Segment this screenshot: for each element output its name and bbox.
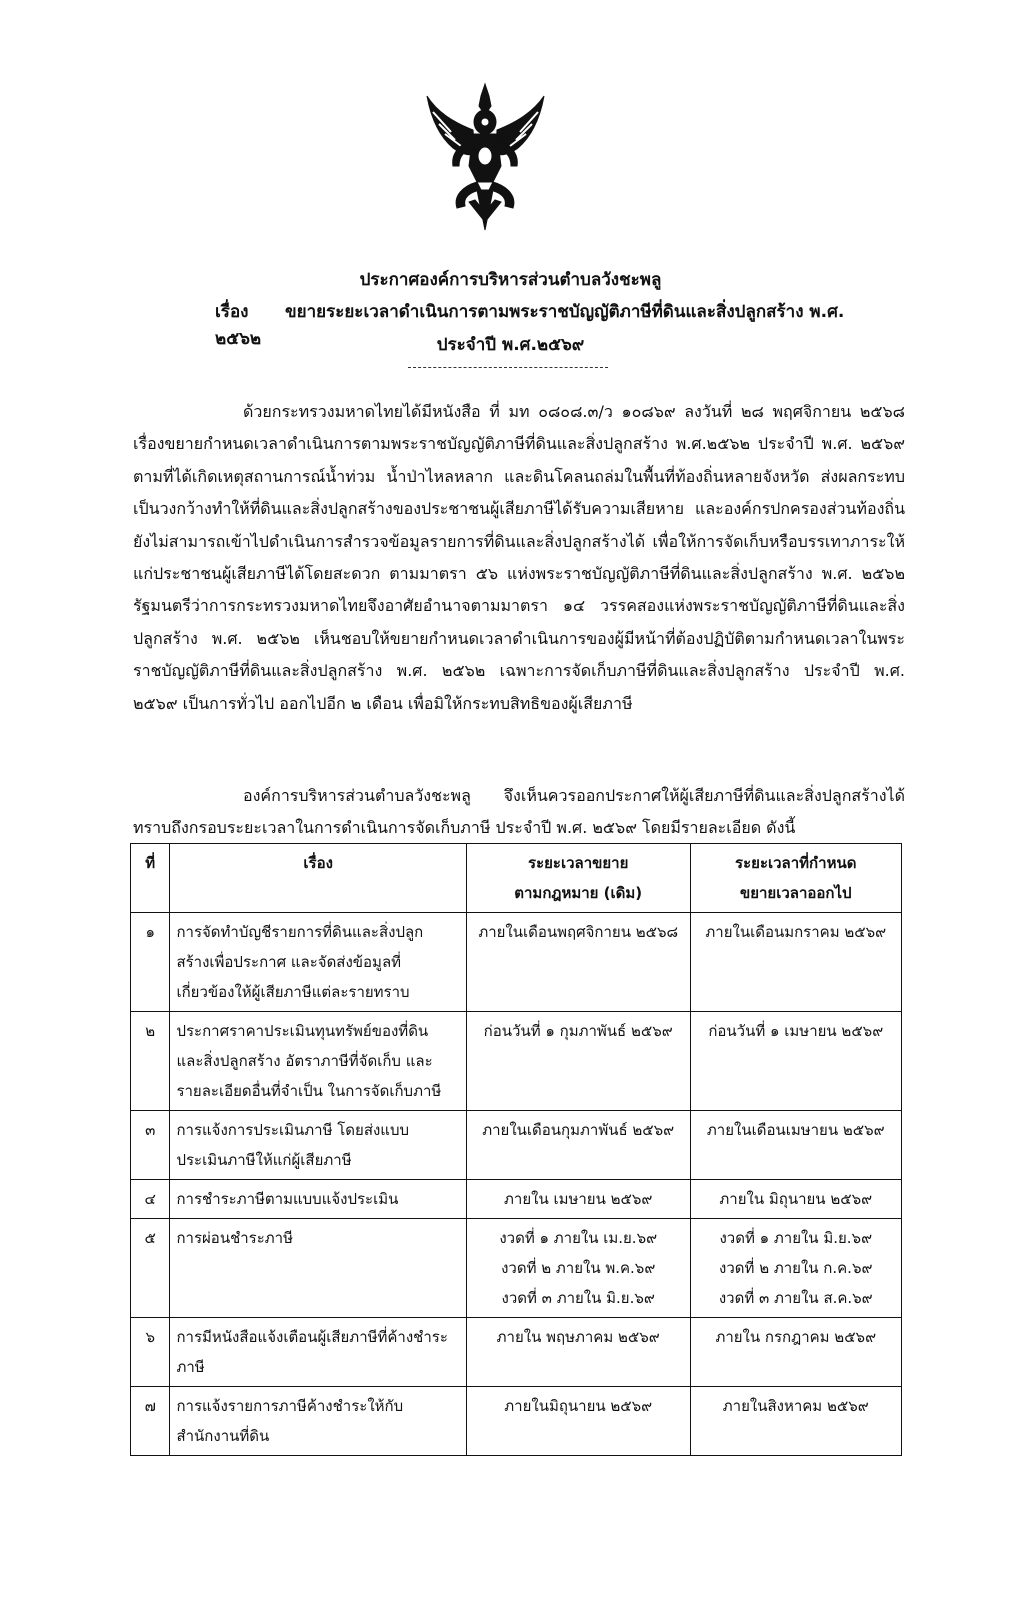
row-number: ๕: [131, 1219, 170, 1318]
row-topic-line: ภาษี: [176, 1358, 205, 1376]
row-old-deadline: [466, 1012, 690, 1111]
fiscal-year-line: ประจำปี พ.ศ.๒๕๖๙: [436, 335, 585, 355]
row-old-deadline-line: ภายในเดือนพฤศจิกายน ๒๕๖๘: [478, 923, 679, 941]
table-row: [131, 1387, 902, 1456]
table-row: [131, 1318, 902, 1387]
row-new-deadline: [690, 1180, 901, 1219]
row-topic: [170, 1180, 466, 1219]
row-topic-line: การจัดทำบัญชีรายการที่ดินและสิ่งปลูก: [176, 923, 424, 941]
row-new-deadline-line: ภายใน มิถุนายน ๒๕๖๙: [719, 1190, 873, 1208]
row-old-deadline: [466, 1318, 690, 1387]
body-paragraph-1: ด้วยกระทรวงมหาดไทยได้มีหนังสือ ที่ มท ๐๘๐๘.๓/ว ๑๐๘๖๙ ลงวันที่ ๒๘ พฤศจิกายน ๒๕๖๘ เรื่องขยายกำหนดเวลาดำเนินการตามพระราชบัญญัติภาษีที่ดินและสิ่งปลูกสร้าง พ.ศ.๒๕๖๒ ประจำปี พ.ศ. ๒๕๖๙ ตามที่ได้เกิดเหตุสถานการณ์น้ำท่วม น้ำป่าไหลหลาก และดินโคลนถล่มในพื้นที่ท้องถิ่นหลายจังหวัด ส่งผลกระทบเป็นวงกว้างทำให้ที่ดินและสิ่งปลูกสร้างของประชาชนผู้เสียภาษีได้รับความเสียหาย และองค์กรปกครองส่วนท้องถิ่นยังไม่สามารถเข้าไปดำเนินการสำรวจข้อมูลรายการที่ดินและสิ่งปลูกสร้างได้ เพื่อให้การจัดเก็บหรือบรรเทาภาระให้แก่ประชาชนผู้เสียภาษีได้โดยสะดวก ตามมาตรา ๕๖ แห่งพระราชบัญญัติภาษีที่ดินและสิ่งปลูกสร้าง พ.ศ. ๒๕๖๒ รัฐมนตรีว่าการกระทรวงมหาดไทยจึงอาศัยอำนาจตามมาตรา ๑๔ วรรคสองแห่งพระราชบัญญัติภาษีที่ดินและสิ่งปลูกสร้าง พ.ศ. ๒๕๖๒ เห็นชอบให้ขยายกำหนดเวลาดำเนินการของผู้มีหน้าที่ต้องปฏิบัติตามกำหนดเวลาในพระราชบัญญัติภาษีที่ดินและสิ่งปลูกสร้าง พ.ศ. ๒๕๖๒ เฉพาะการจัดเก็บภาษีที่ดินและสิ่งปลูกสร้าง ประจำปี พ.ศ. ๒๕๖๙ เป็นการทั่วไป ออกไปอีก ๒ เดือน เพื่อมิให้กระทบสิทธิของผู้เสียภาษี: [133, 402, 905, 713]
divider-line: [408, 367, 608, 368]
header-old-line-2: ตามกฎหมาย (เดิม): [514, 884, 643, 902]
row-old-deadline-line: ภายในมิถุนายน ๒๕๖๙: [504, 1397, 653, 1415]
row-old-deadline-line: งวดที่ ๑ ภายใน เม.ย.๖๙: [499, 1229, 658, 1247]
row-topic: [170, 1318, 466, 1387]
row-new-deadline: [690, 1012, 901, 1111]
row-topic-line: รายละเอียดอื่นที่จำเป็น ในการจัดเก็บภาษี: [176, 1082, 442, 1100]
header-old-line-1: ระยะเวลาขยาย: [528, 854, 629, 872]
row-new-deadline-line: ภายใน กรกฎาคม ๒๕๖๙: [715, 1328, 877, 1346]
row-number: ๒: [131, 1012, 170, 1111]
row-number: ๗: [131, 1387, 170, 1456]
row-number: ๔: [131, 1180, 170, 1219]
row-topic-line: การผ่อนชำระภาษี: [176, 1229, 293, 1247]
row-new-deadline-line: ภายในเดือนเมษายน ๒๕๖๙: [706, 1121, 885, 1139]
header-old-deadline: [466, 844, 690, 913]
schedule-table: [130, 843, 902, 1456]
row-number: ๖: [131, 1318, 170, 1387]
row-old-deadline: [466, 1111, 690, 1180]
schedule-table-body: [131, 913, 902, 1456]
row-old-deadline-line: ก่อนวันที่ ๑ กุมภาพันธ์ ๒๕๖๙: [483, 1022, 673, 1040]
subject-text: ขยายระยะเวลาดำเนินการตามพระราชบัญญัติภาษีที่ดินและสิ่งปลูกสร้าง พ.ศ. ๒๕๖๒: [215, 302, 845, 349]
row-old-deadline-line: ภายในเดือนกุมภาพันธ์ ๒๕๖๙: [482, 1121, 675, 1139]
row-old-deadline: [466, 1180, 690, 1219]
table-row: [131, 913, 902, 1012]
table-header-row: [131, 844, 902, 913]
row-topic-line: เกี่ยวข้องให้ผู้เสียภาษีแต่ละรายทราบ: [176, 983, 410, 1001]
row-new-deadline-line: งวดที่ ๒ ภายใน ก.ค.๖๙: [719, 1259, 873, 1277]
row-new-deadline-line: ภายในสิงหาคม ๒๕๖๙: [722, 1397, 869, 1415]
subject-label: เรื่อง: [215, 302, 249, 322]
row-new-deadline: [690, 1111, 901, 1180]
announcement-title: ประกาศองค์การบริหารส่วนตำบลวังชะพลู: [359, 270, 662, 290]
row-new-deadline-line: ภายในเดือนมกราคม ๒๕๖๙: [705, 923, 887, 941]
row-number: ๓: [131, 1111, 170, 1180]
row-old-deadline: [466, 913, 690, 1012]
header-topic: เรื่อง: [170, 844, 466, 913]
row-topic: [170, 1111, 466, 1180]
row-topic-line: การมีหนังสือแจ้งเตือนผู้เสียภาษีที่ค้างชำระ: [176, 1328, 448, 1346]
row-new-deadline: [690, 1318, 901, 1387]
row-topic-line: และสิ่งปลูกสร้าง อัตราภาษีที่จัดเก็บ และ: [176, 1052, 433, 1070]
header-new-line-1: ระยะเวลาที่กำหนด: [735, 854, 857, 872]
row-topic-line: ประเมินภาษีให้แก่ผู้เสียภาษี: [176, 1151, 352, 1169]
table-row: [131, 1219, 902, 1318]
row-new-deadline: [690, 913, 901, 1012]
row-old-deadline-line: ภายใน เมษายน ๒๕๖๙: [504, 1190, 653, 1208]
body-paragraph-2: องค์การบริหารส่วนตำบลวังชะพลู จึงเห็นควรออกประกาศให้ผู้เสียภาษีที่ดินและสิ่งปลูกสร้างได้ทราบถึงกรอบระยะเวลาในการดำเนินการจัดเก็บภาษี ประจำปี พ.ศ. ๒๕๖๙ โดยมีรายละเอียด ดังนี้: [133, 786, 905, 838]
row-topic-line: สำนักงานที่ดิน: [176, 1427, 270, 1445]
row-number: ๑: [131, 913, 170, 1012]
row-topic-line: ประกาศราคาประเมินทุนทรัพย์ของที่ดิน: [176, 1022, 429, 1040]
header-new-deadline: [690, 844, 901, 913]
row-new-deadline: [690, 1219, 901, 1318]
garuda-emblem-icon: [423, 82, 548, 232]
table-row: [131, 1012, 902, 1111]
row-new-deadline-line: งวดที่ ๑ ภายใน มิ.ย.๖๙: [719, 1229, 873, 1247]
row-topic: [170, 1387, 466, 1456]
row-old-deadline: [466, 1387, 690, 1456]
row-topic: [170, 1012, 466, 1111]
table-row: [131, 1180, 902, 1219]
row-topic: [170, 913, 466, 1012]
row-new-deadline: [690, 1387, 901, 1456]
table-row: [131, 1111, 902, 1180]
row-new-deadline-line: งวดที่ ๓ ภายใน ส.ค.๖๙: [718, 1289, 873, 1307]
row-old-deadline: [466, 1219, 690, 1318]
row-topic-line: การแจ้งการประเมินภาษี โดยส่งแบบ: [176, 1121, 410, 1139]
row-old-deadline-line: ภายใน พฤษภาคม ๒๕๖๙: [496, 1328, 660, 1346]
row-old-deadline-line: งวดที่ ๒ ภายใน พ.ค.๖๙: [501, 1259, 656, 1277]
header-no: ที่: [131, 844, 170, 913]
row-topic-line: สร้างเพื่อประกาศ และจัดส่งข้อมูลที่: [176, 953, 402, 971]
row-topic-line: การแจ้งรายการภาษีค้างชำระให้กับ: [176, 1397, 404, 1415]
row-old-deadline-line: งวดที่ ๓ ภายใน มิ.ย.๖๙: [501, 1289, 655, 1307]
row-topic-line: การชำระภาษีตามแบบแจ้งประเมิน: [176, 1190, 399, 1208]
header-new-line-2: ขยายเวลาออกไป: [739, 884, 852, 902]
row-topic: [170, 1219, 466, 1318]
row-new-deadline-line: ก่อนวันที่ ๑ เมษายน ๒๕๖๙: [708, 1022, 884, 1040]
